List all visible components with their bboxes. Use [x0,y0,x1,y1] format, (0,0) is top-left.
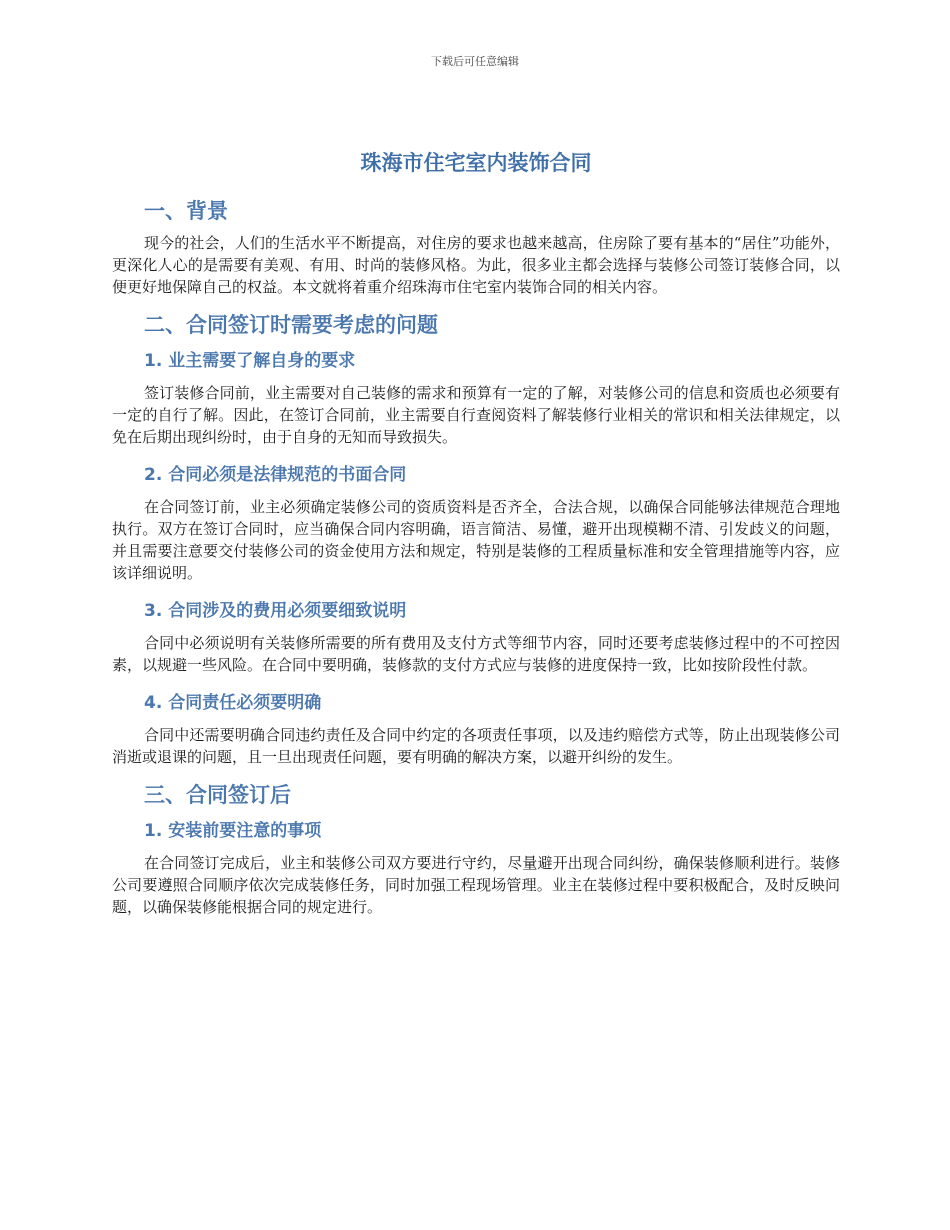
subsection-paragraph-liability: 合同中还需要明确合同违约责任及合同中约定的各项责任事项，以及违约赔偿方式等，防止出现装修公司消逝或退课的问题，且一旦出现责任问题，要有明确的解决方案，以避开纠纷的发生。 [112,726,840,766]
document-body [112,146,840,930]
subsection-paragraph-owner-requirements: 签订装修合同前，业主需要对自己装修的需求和预算有一定的了解，对装修公司的信息和资质也必须要有一定的自行了解。因此，在签订合同前，业主需要自行查阅资料了解装修行业相关的常识和相关法律规定，以免在后期出现纠纷时，由于自身的无知而导致损失。 [112,384,840,446]
header-note: 下载后可任意编辑 [431,55,519,68]
subsection-paragraph-fees: 合同中必须说明有关装修所需要的所有费用及支付方式等细节内容，同时还要考虑装修过程中的不可控因素，以规避一些风险。在合同中要明确，装修款的支付方式应与装修的进度保持一致，比如按阶段性付款。 [112,634,840,674]
section-heading-background: 一、背景 [144,199,228,223]
subsection-paragraph-pre-installation: 在合同签订完成后，业主和装修公司双方要进行守约，尽量避开出现合同纠纷，确保装修顺利进行。装修公司要遵照合同顺序依次完成装修任务，同时加强工程现场管理。业主在装修过程中要积极配合，及时反映问题，以确保装修能根据合同的规定进行。 [112,854,840,916]
subsection-paragraph-written-contract: 在合同签订前，业主必须确定装修公司的资质资料是否齐全，合法合规，以确保合同能够法律规范合理地执行。双方在签订合同时，应当确保合同内容明确，语言简洁、易懂，避开出现模糊不清、引发歧义的问题，并且需要注意要交付装修公司的资金使用方法和规定，特别是装修的工程质量标准和安全管理措施等内容，应该详细说明。 [112,498,840,582]
subsection-heading-owner-requirements: 1. 业主需要了解自身的要求 [144,351,356,371]
section-paragraph-background: 现今的社会，人们的生活水平不断提高，对住房的要求也越来越高，住房除了要有基本的“居住”功能外，更深化人心的是需要有美观、有用、时尚的装修风格。为此，很多业主都会选择与装修公司签订装修合同，以便更好地保障自己的权益。本文就将着重介绍珠海市住宅室内装饰合同的相关内容。 [112,234,840,296]
subsection-heading-pre-installation: 1. 安装前要注意的事项 [144,821,322,841]
section-heading-signing-issues: 二、合同签订时需要考虑的问题 [144,313,438,337]
document-title: 珠海市住宅室内装饰合同 [360,151,592,175]
subsection-heading-written-contract: 2. 合同必须是法律规范的书面合同 [144,465,407,485]
subsection-heading-liability: 4. 合同责任必须要明确 [144,693,322,713]
section-heading-after-signing: 三、合同签订后 [144,783,291,807]
subsection-heading-fees: 3. 合同涉及的费用必须要细致说明 [144,601,407,621]
